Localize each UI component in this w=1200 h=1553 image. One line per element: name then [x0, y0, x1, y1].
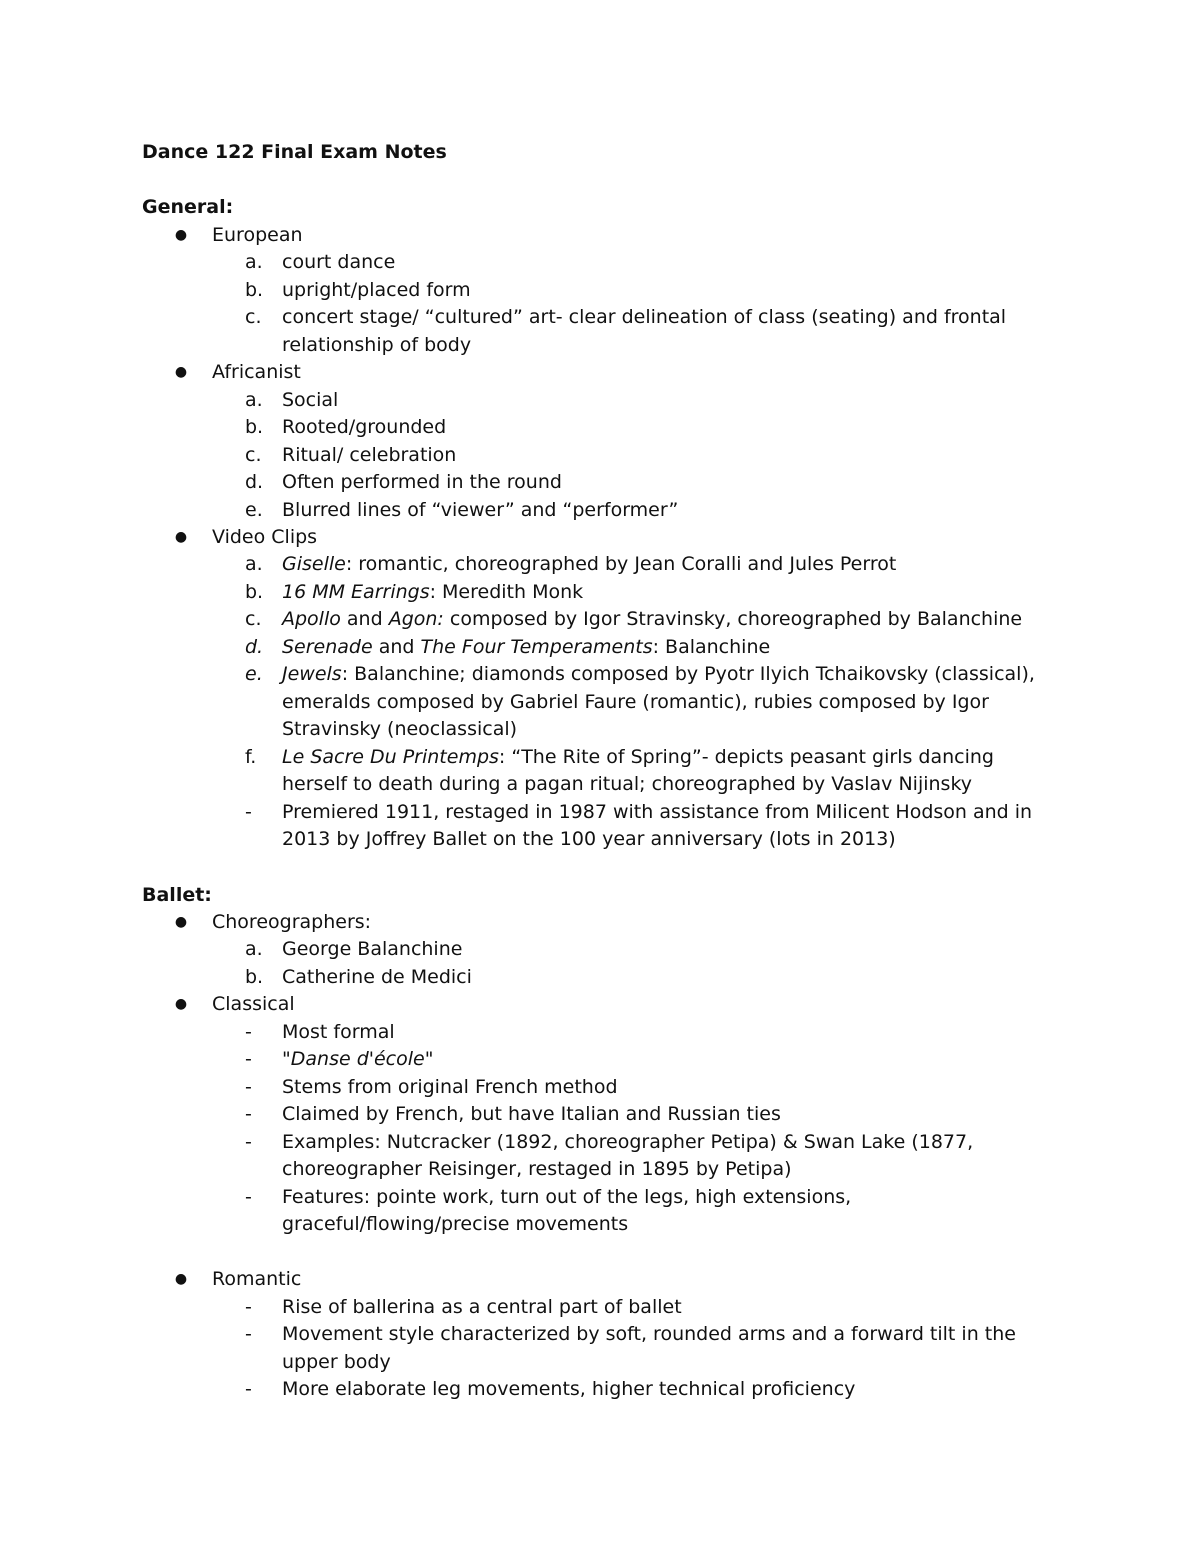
list-item-text — [282, 579, 583, 607]
list-item-text: Stravinsky (neoclassical) — [282, 718, 518, 740]
bullet-label-video-clips: Video Clips — [212, 526, 318, 548]
bullet-icon: ● — [174, 914, 188, 930]
list-item-text: upper body — [282, 1351, 391, 1373]
bullet-icon: ● — [174, 529, 188, 545]
list-marker: c. — [245, 444, 262, 466]
list-item-text: court dance — [282, 251, 396, 273]
list-marker: b. — [245, 966, 264, 988]
dash-marker: - — [245, 1378, 252, 1400]
bullet-icon: ● — [174, 1271, 188, 1287]
list-item-text: concert stage/ “cultured” art- clear delineation of class (seating) and frontal — [282, 306, 1007, 328]
dash-marker: - — [245, 1048, 252, 1070]
dash-marker: - — [245, 1296, 252, 1318]
list-item-text: 2013 by Joffrey Ballet on the 100 year anniversary (lots in 2013) — [282, 828, 896, 850]
list-item-detail: composed by Igor Stravinsky, choreographed by Balanchine — [443, 608, 1023, 630]
work-title: Le Sacre Du Printemps — [282, 746, 499, 768]
work-title: Apollo — [282, 608, 341, 630]
bullet-label-european: European — [212, 224, 303, 246]
bullet-label-choreographers: Choreographers: — [212, 911, 372, 933]
dash-marker: - — [245, 1131, 252, 1153]
list-marker: a. — [245, 389, 263, 411]
dash-marker: - — [245, 801, 252, 823]
list-item-text — [282, 661, 1035, 689]
list-marker: c. — [245, 608, 262, 630]
list-marker: e. — [245, 499, 263, 521]
list-item-detail: : “The Rite of Spring”- depicts peasant girls dancing — [498, 746, 994, 768]
bullet-icon: ● — [174, 227, 188, 243]
list-item-text: choreographer Reisinger, restaged in 1895 by Petipa) — [282, 1158, 792, 1180]
list-item-text — [282, 634, 770, 662]
list-item-text: Catherine de Medici — [282, 966, 472, 988]
list-marker: a. — [245, 553, 263, 575]
document-title: Dance 122 Final Exam Notes — [142, 141, 447, 163]
list-item-text — [282, 1046, 433, 1074]
bullet-label-romantic: Romantic — [212, 1268, 302, 1290]
dash-marker: - — [245, 1186, 252, 1208]
list-marker: a. — [245, 251, 263, 273]
list-item-text: herself to death during a pagan ritual; choreographed by Vaslav Nijinsky — [282, 773, 973, 795]
quote-mark: " — [282, 1048, 291, 1070]
list-item-text: Features: pointe work, turn out of the legs, high extensions, — [282, 1186, 852, 1208]
list-marker: b. — [245, 279, 264, 301]
work-title: 16 MM Earrings — [282, 581, 430, 603]
work-title: Serenade — [282, 636, 373, 658]
work-title: The Four Temperaments — [420, 636, 653, 658]
dash-marker: - — [245, 1323, 252, 1345]
list-item-text: Stems from original French method — [282, 1076, 618, 1098]
list-item-detail: : Balanchine — [652, 636, 771, 658]
bullet-label-africanist: Africanist — [212, 361, 301, 383]
list-item-text: Most formal — [282, 1021, 395, 1043]
list-item-text: George Balanchine — [282, 938, 463, 960]
dash-marker: - — [245, 1103, 252, 1125]
dash-marker: - — [245, 1021, 252, 1043]
list-marker: d. — [245, 636, 264, 658]
list-marker: a. — [245, 938, 263, 960]
quote-mark: " — [424, 1048, 434, 1070]
list-item-text: graceful/flowing/precise movements — [282, 1213, 629, 1235]
list-item-detail: : Meredith Monk — [429, 581, 584, 603]
list-item-text: relationship of body — [282, 334, 472, 356]
list-item-text: Claimed by French, but have Italian and Russian ties — [282, 1103, 781, 1125]
term: Danse d'école — [290, 1048, 425, 1070]
list-marker: d. — [245, 471, 264, 493]
section-heading-general: General: — [142, 196, 234, 218]
list-item-text: upright/placed form — [282, 279, 471, 301]
list-item-detail: and — [372, 636, 421, 658]
list-item-text: Premiered 1911, restaged in 1987 with assistance from Milicent Hodson and in — [282, 801, 1033, 823]
list-item-text: Rooted/grounded — [282, 416, 447, 438]
list-item-text: Examples: Nutcracker (1892, choreographer Petipa) & Swan Lake (1877, — [282, 1131, 974, 1153]
list-item-text: Often performed in the round — [282, 471, 562, 493]
dash-marker: - — [245, 1076, 252, 1098]
list-item-text: Rise of ballerina as a central part of ballet — [282, 1296, 682, 1318]
work-title: Giselle — [282, 553, 346, 575]
list-item-text: More elaborate leg movements, higher technical proficiency — [282, 1378, 856, 1400]
work-title: Jewels — [282, 663, 342, 685]
list-item-detail: and — [340, 608, 389, 630]
bullet-icon: ● — [174, 996, 188, 1012]
list-item-text: Social — [282, 389, 339, 411]
list-item-text: Ritual/ celebration — [282, 444, 457, 466]
list-item-detail: : Balanchine; diamonds composed by Pyotr Ilyich Tchaikovsky (classical), — [341, 663, 1035, 685]
list-item-text: Blurred lines of “viewer” and “performer” — [282, 499, 679, 521]
section-heading-ballet: Ballet: — [142, 884, 212, 906]
list-item-text — [282, 551, 896, 579]
list-marker: f. — [245, 746, 257, 768]
bullet-icon: ● — [174, 364, 188, 380]
work-title: Agon: — [388, 608, 444, 630]
list-item-text — [282, 606, 1022, 634]
list-marker: b. — [245, 581, 264, 603]
list-item-text: Movement style characterized by soft, rounded arms and a forward tilt in the — [282, 1323, 1016, 1345]
list-marker: e. — [245, 663, 263, 685]
list-item-text — [282, 744, 994, 772]
bullet-label-classical: Classical — [212, 993, 295, 1015]
list-item-text: emeralds composed by Gabriel Faure (romantic), rubies composed by Igor — [282, 691, 989, 713]
list-item-detail: : romantic, choreographed by Jean Coralli and Jules Perrot — [345, 553, 897, 575]
list-marker: b. — [245, 416, 264, 438]
list-marker: c. — [245, 306, 262, 328]
